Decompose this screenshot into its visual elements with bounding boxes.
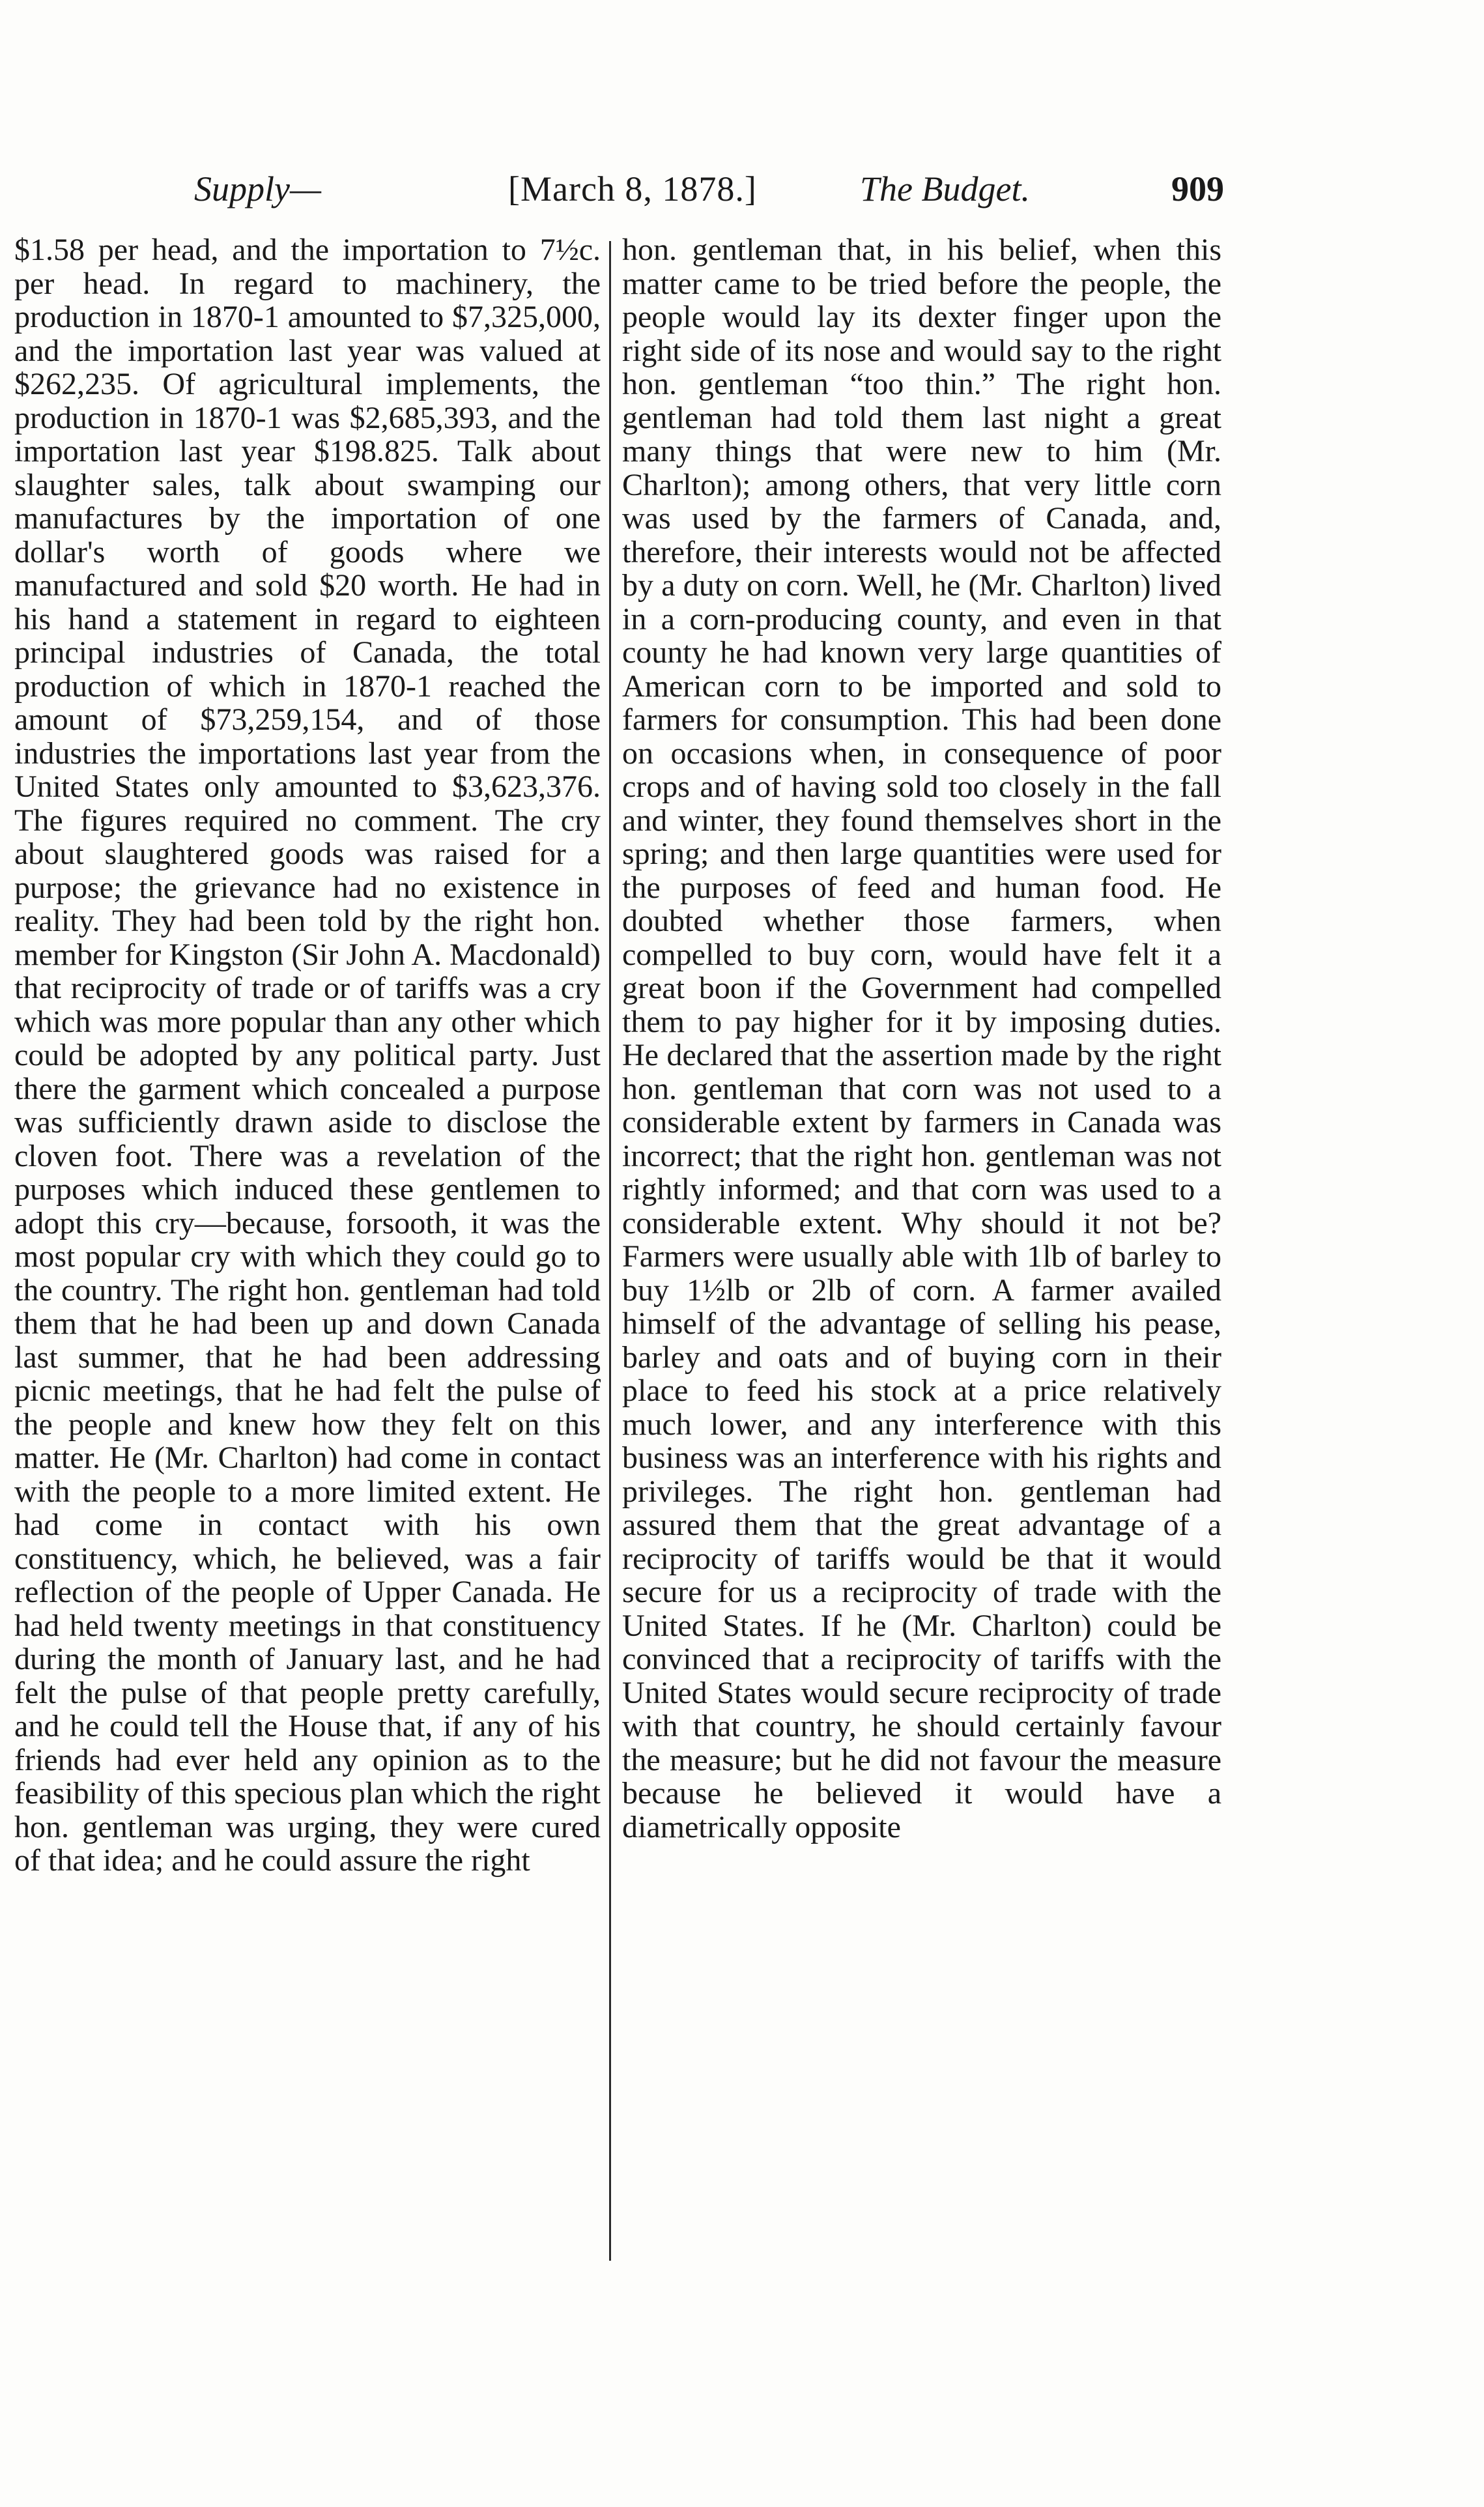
header-section-title: Supply— — [194, 169, 321, 208]
right-column — [622, 233, 1221, 1844]
left-column-text: $1.58 per head, and the importation to 7½c. per head. In regard to machinery, the production in 1870-1 amounted to $7,325,000, and the importation last year was valued at $262,235. Of agricultural implements, the production in 1870-1 was $2,685,393, and the importation last year $198.825. Talk about slaughter sales, talk about swamping our manufactures by the importation of one dollar's worth of goods where we manufactured and sold $20 worth. He had in his hand a statement in regard to eighteen principal industries of Canada, the total production of which in 1870-1 reached the amount of $73,259,154, and of those industries the importations last year from the United States only amounted to $3,623,376. The figures required no comment. The cry about slaughtered goods was raised for a purpose; the grievance had no existence in reality. They had been told by the right hon. member for Kingston (Sir John A. Macdonald) that reciprocity of trade or of tariffs was a cry which was more popular than any other which could be adopted by any political party. Just there the garment which concealed a purpose was sufficiently drawn aside to disclose the cloven foot. There was a revelation of the purposes which induced these gentlemen to adopt this cry—because, forsooth, it was the most popular cry with which they could go to the country. The right hon. gentleman had told them that he had been up and down Canada last summer, that he had been addressing picnic meetings, that he had felt the pulse of the people and knew how they felt on this matter. He (Mr. Charlton) had come in contact with the people to a more limited extent. He had come in contact with his own constituency, which, he believed, was a fair reflection of the people of Upper Canada. He had held twenty meetings in that constituency during the month of January last, and he had felt the pulse of that people pretty carefully, and he could tell the House that, if any of his friends had ever held any opinion as to the feasibility of this specious plan which the right hon. gentleman was urging, they were cured of that idea; and he could assure the right — [14, 233, 601, 1878]
page-number: 909 — [1171, 169, 1224, 208]
column-divider — [609, 241, 611, 2261]
header-date: [March 8, 1878.] — [508, 169, 757, 208]
right-column-text: hon. gentleman that, in his belief, when this matter came to be tried before the people, the people would lay its dexter finger upon the right side of its nose and would say to the right hon. gentleman “too thin.” The right hon. gentleman had told them last night a great many things that were new to him (Mr. Charlton); among others, that very little corn was used by the farmers of Canada, and, therefore, their interests would not be affected by a duty on corn. Well, he (Mr. Charlton) lived in a corn-producing county, and even in that county he had known very large quantities of American corn to be imported and sold to farmers for consumption. This had been done on occasions when, in consequence of poor crops and of having sold too closely in the fall and winter, they found themselves short in the spring; and then large quantities were used for the purposes of feed and human food. He doubted whether those farmers, when compelled to buy corn, would have felt it a great boon if the Government had compelled them to pay higher for it by imposing duties. He declared that the assertion made by the right hon. gentleman that corn was not used to a considerable extent by farmers in Canada was incorrect; that the right hon. gentleman was not rightly informed; and that corn was used to a considerable extent. Why should it not be? Farmers were usually able with 1lb of barley to buy 1½lb or 2lb of corn. A farmer availed himself of the advantage of selling his pease, barley and oats and of buying corn in their place to feed his stock at a price relatively much lower, and any interference with this business was an interference with his rights and privileges. The right hon. gentleman had assured them that the great advantage of a reciprocity of tariffs would be that it would secure for us a reciprocity of trade with the United States. If he (Mr. Charlton) could be convinced that a reciprocity of tariffs with the United States would secure reciprocity of trade with that country, he should certainly favour the measure; but he did not favour the measure because he believed it would have a diametrically opposite — [622, 233, 1221, 1844]
left-column — [14, 233, 601, 1878]
page-header — [189, 163, 1277, 215]
header-topic: The Budget. — [860, 169, 1030, 208]
